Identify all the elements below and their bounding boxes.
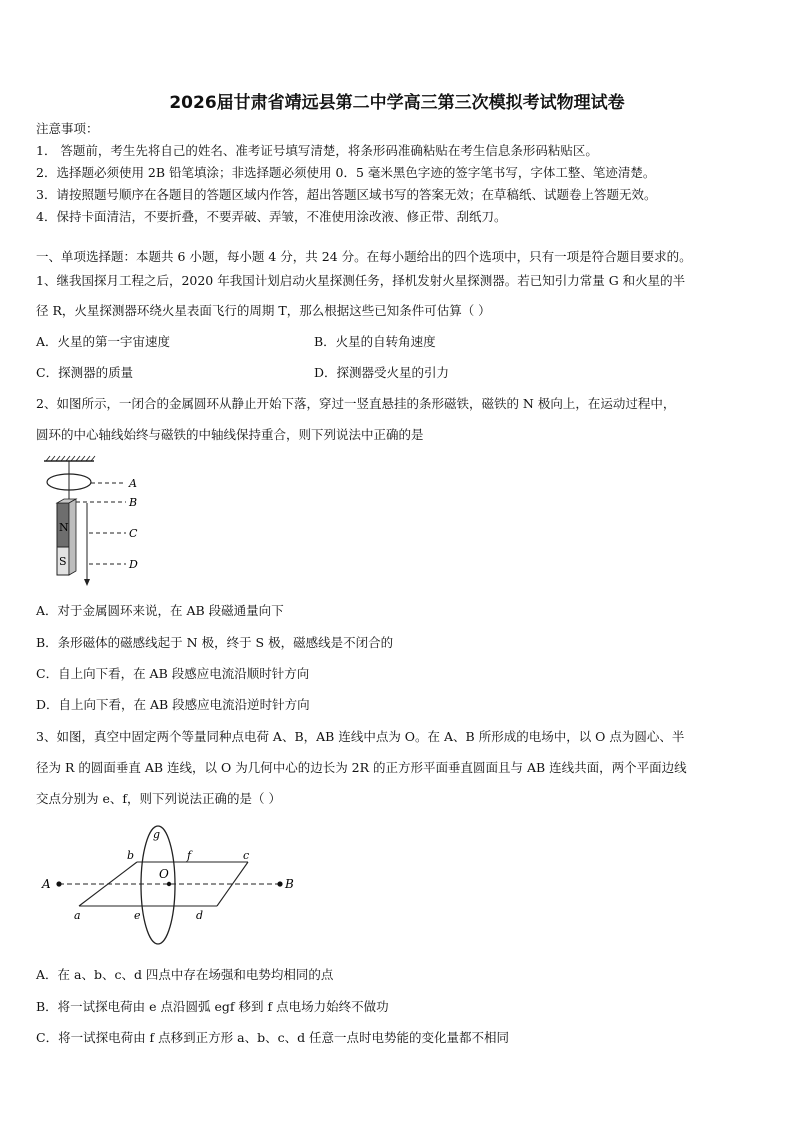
page-title: 2026届甘肃省靖远县第二中学高三第三次模拟考试物理试卷 — [169, 93, 625, 113]
fig3-label-b: b — [127, 849, 135, 862]
magnet-n-label: N — [59, 521, 69, 534]
q1-option-d: D．探测器受火星的引力 — [314, 365, 450, 380]
q2-option-c: C．自上向下看，在 AB 段感应电流沿顺时针方向 — [36, 666, 310, 681]
fig3-label-d: d — [196, 909, 204, 922]
q2-option-a: A．对于金属圆环来说，在 AB 段磁通量向下 — [36, 603, 284, 618]
q3-charges-figure — [36, 822, 306, 950]
q2-magnet-ring-figure — [36, 455, 166, 590]
fig3-label-a: a — [74, 909, 81, 922]
q3-option-c: C．将一试探电荷由 f 点移到正方形 a、b、c、d 任意一点时电势能的变化量都不相同 — [36, 1030, 510, 1045]
fig2-label-a: A — [129, 477, 137, 490]
question-3-line: 交点分别为 e、f，则下列说法正确的是（ ） — [36, 791, 281, 806]
fig2-label-d: D — [129, 558, 138, 571]
q3-option-b: B．将一试探电荷由 e 点沿圆弧 egf 移到 f 点电场力始终不做功 — [36, 999, 389, 1014]
q1-option-b: B．火星的自转角速度 — [314, 334, 436, 349]
question-3-line: 径为 R 的圆面垂直 AB 连线，以 O 为几何中心的边长为 2R 的正方形平面垂直圆面且与 AB 连线共面，两个平面边线 — [36, 760, 687, 775]
notice-item: 4．保持卡面清洁，不要折叠，不要弄破、弄皱，不准使用涂改液、修正带、刮纸刀。 — [36, 209, 507, 224]
magnet-s-label: S — [59, 555, 67, 568]
fig2-label-c: C — [129, 527, 138, 540]
q1-option-c: C．探测器的质量 — [36, 365, 134, 380]
question-2-line: 圆环的中心轴线始终与磁铁的中轴线保持重合，则下列说法中正确的是 — [36, 427, 424, 442]
section-heading: 一、单项选择题：本题共 6 小题，每小题 4 分，共 24 分。在每小题给出的四个选项中，只有一项是符合题目要求的。 — [36, 249, 692, 264]
notice-item: 2．选择题必须使用 2B 铅笔填涂；非选择题必须使用 0．5 毫米黑色字迹的签字笔书写，字体工整、笔迹清楚。 — [36, 165, 656, 180]
fig3-label-g: g — [153, 828, 161, 841]
fig3-label-b-charge: B — [285, 877, 294, 891]
q2-option-d: D．自上向下看，在 AB 段感应电流沿逆时针方向 — [36, 697, 310, 712]
notice-item: 1． 答题前，考生先将自己的姓名、准考证号填写清楚，将条形码准确粘贴在考生信息条形码粘贴区。 — [36, 143, 598, 158]
fig3-label-o: O — [159, 867, 169, 881]
q2-option-b: B．条形磁体的磁感线起于 N 极，终于 S 极，磁感线是不闭合的 — [36, 635, 394, 650]
fig3-label-a-charge: A — [42, 877, 51, 891]
q3-option-a: A．在 a、b、c、d 四点中存在场强和电势均相同的点 — [36, 967, 334, 982]
question-1-line: 径 R，火星探测器环绕火星表面飞行的周期 T，那么根据这些已知条件可估算（ ） — [36, 303, 491, 318]
notice-heading: 注意事项： — [36, 121, 99, 136]
question-1-line: 1、继我国探月工程之后，2020 年我国计划启动火星探测任务，择机发射火星探测器。若已知引力常量 G 和火星的半 — [36, 273, 686, 288]
fig3-label-e: e — [134, 909, 141, 922]
q1-option-a: A．火星的第一宇宙速度 — [36, 334, 171, 349]
fig3-label-c: c — [243, 849, 250, 862]
notice-item: 3．请按照题号顺序在各题目的答题区域内作答，超出答题区域书写的答案无效；在草稿纸、试题卷上答题无效。 — [36, 187, 657, 202]
question-2-line: 2、如图所示，一闭合的金属圆环从静止开始下落，穿过一竖直悬挂的条形磁铁，磁铁的 N 极向上，在运动过程中， — [36, 396, 676, 411]
fig2-label-b: B — [129, 496, 138, 509]
question-3-line: 3、如图，真空中固定两个等量同种点电荷 A、B，AB 连线中点为 O。在 A、B 所形成的电场中，以 O 点为圆心、半 — [36, 729, 685, 744]
fig3-label-f: f — [187, 849, 192, 862]
